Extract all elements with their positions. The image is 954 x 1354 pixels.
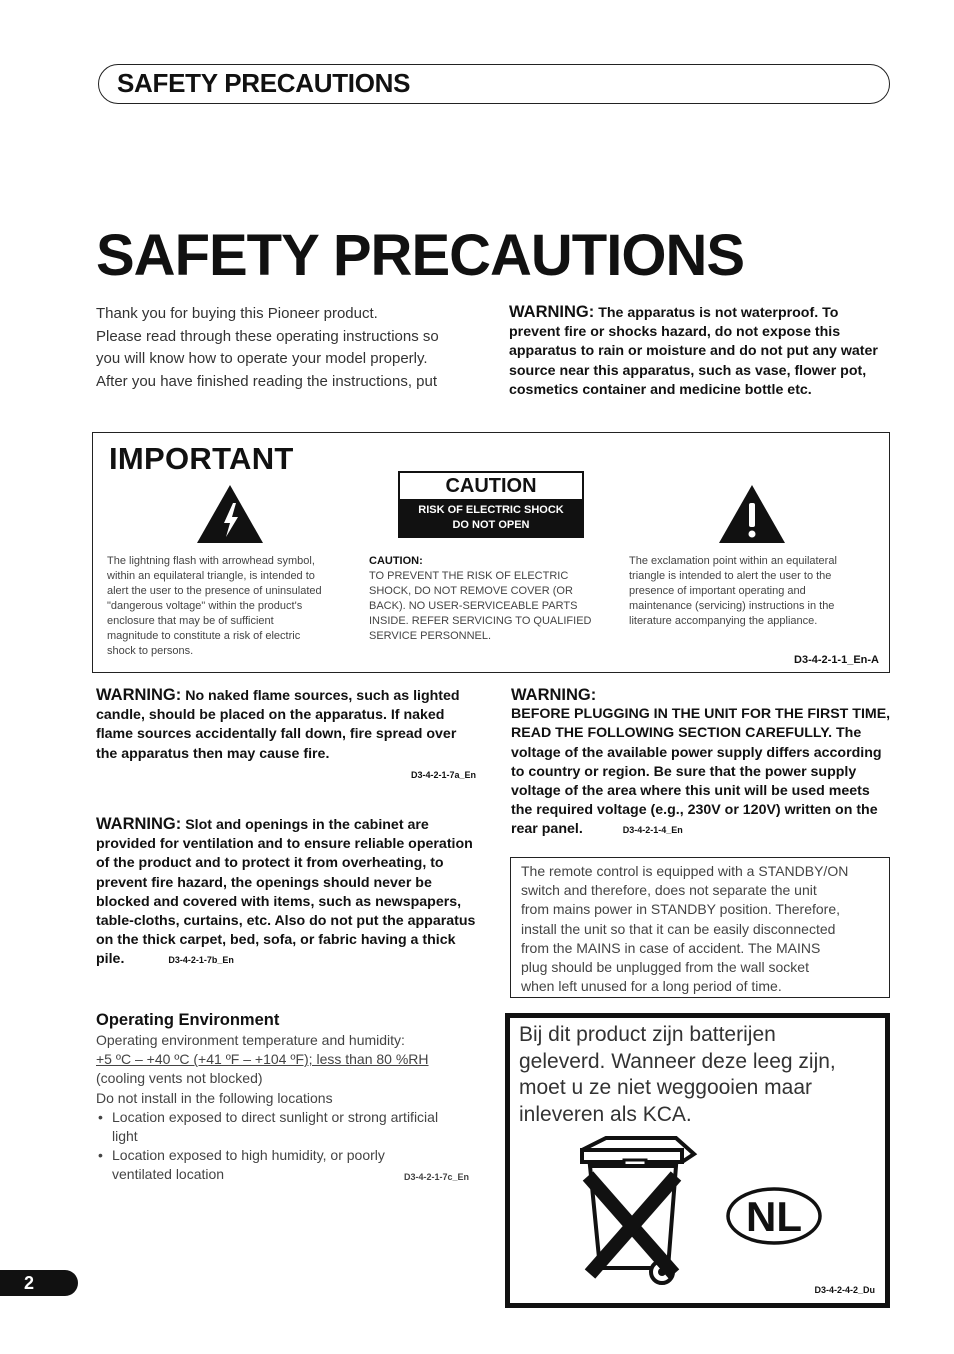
list-item (96, 1146, 476, 1184)
text-line: install the unit so that it can be easily disconnected (521, 920, 836, 937)
intro-line: you will know how to operate your model properly. (96, 350, 428, 368)
text-line: moet u ze niet weggooien maar (519, 1076, 813, 1099)
reference-code: D3-4-2-1-7a_En (410, 769, 476, 780)
important-box (92, 432, 890, 673)
text-line: The lightning flash with arrowhead symbol, (107, 555, 315, 567)
section-title: Operating Environment (96, 1011, 280, 1029)
text-line: triangle is intended to alert the user to the (629, 570, 832, 582)
text-line: when left unused for a long period of time. (521, 978, 782, 995)
important-heading: IMPORTANT (109, 441, 294, 476)
lightning-description (107, 554, 322, 659)
warning-ventilation (96, 815, 476, 971)
text-line: geleverd. Wanneer deze leeg zijn, (519, 1049, 836, 1073)
warning-text: The apparatus is not waterproof. To prevent fire or shocks hazard, do not expose this apparatus to rain or moisture and do not put any water source near this apparatus, such as vase, flower pot, cosmetics container and medicine bottle etc. (509, 305, 878, 398)
header-bar (98, 64, 890, 104)
caution-heading: CAUTION: (369, 555, 423, 567)
warning-text: No naked flame sources, such as lighted candle, should be placed on the apparatus. If naked flame sources accidentally fall down, fire spread over the apparatus then may cause fire. (96, 688, 460, 762)
text-line: plug should be unplugged from the wall socket (521, 959, 809, 976)
text-line: ventilated location (112, 1166, 225, 1183)
warning-label: WARNING: (96, 815, 182, 833)
warning-label: WARNING: (96, 686, 182, 704)
text-line: magnitude to constitute a risk of electric (107, 630, 301, 642)
text-line: Operating environment temperature and humidity: (96, 1032, 405, 1048)
text-line: BACK). NO USER-SERVICEABLE PARTS (369, 600, 578, 612)
caution-description (369, 554, 592, 644)
text-line: literature accompanying the appliance. (629, 615, 818, 627)
text-line: (cooling vents not blocked) (96, 1070, 263, 1087)
text-line: The remote control is equipped with a STANDBY/ON (521, 863, 849, 879)
reference-code: D3-4-2-4-2_Du (814, 1285, 875, 1295)
text-line: Do not install in the following locations (96, 1089, 333, 1106)
text-line: inleveren als KCA. (519, 1102, 692, 1126)
crossed-bin-icon (576, 1136, 706, 1296)
warning-text: BEFORE PLUGGING IN THE UNIT FOR THE FIRST TIME, READ THE FOLLOWING SECTION CAREFULLY. The voltage of the available power supply differs according to country or region. Be sure that the power supply voltage of the area where this unit will be used meets the required voltage (e.g., 230V or 120V) written on the rear panel. (511, 706, 891, 838)
battery-disposal-notice (505, 1013, 890, 1308)
text-line: alert the user to the presence of uninsulated (107, 585, 322, 597)
exclamation-description (629, 554, 837, 629)
text-line: switch and therefore, does not separate the unit (521, 882, 817, 899)
text-line: from the MAINS in case of accident. The MAINS (521, 939, 821, 956)
list-item (96, 1108, 476, 1146)
text-line: "dangerous voltage" within the product's (107, 600, 303, 612)
intro-line: Thank you for buying this Pioneer product. (96, 305, 378, 322)
nl-badge-text: NL (746, 1193, 802, 1240)
warning-power-supply (511, 686, 891, 841)
caution-sub-line: DO NOT OPEN (452, 519, 530, 531)
page-number: 2 (0, 1270, 78, 1296)
intro-text (96, 303, 466, 394)
warning-naked-flame (96, 686, 476, 785)
exclamation-warning-icon (717, 483, 787, 545)
lightning-warning-icon (195, 483, 265, 545)
text-line: SERVICE PERSONNEL. (369, 630, 492, 642)
text-line: within an equilateral triangle, is intended to (107, 570, 315, 582)
caution-sub-line: RISK OF ELECTRIC SHOCK (418, 504, 564, 516)
caution-label (398, 471, 584, 538)
header-title: SAFETY PRECAUTIONS (117, 68, 411, 98)
nl-badge (725, 1186, 823, 1246)
text-line: The exclamation point within an equilateral (629, 555, 837, 567)
text-line: INSIDE. REFER SERVICING TO QUALIFIED (369, 615, 592, 627)
text-line (112, 1165, 476, 1184)
caution-title: CAUTION (400, 473, 582, 499)
text-line: shock to persons. (107, 645, 194, 657)
text-line: • Location exposed to high humidity, or poorly (112, 1147, 385, 1164)
warning-text: Slot and openings in the cabinet are provided for ventilation and to ensure reliable operation of the product and to protect it from overheating, to prevent fire hazard, the openings should never be blocked and covered with items, such as newspapers, table-cloths, curtains, etc. Also do not put the apparatus on the thick carpet, bed, sofa, or fabric having a thick pile. (96, 817, 476, 968)
text-line: Bij dit product zijn batterijen (519, 1023, 776, 1046)
reference-code: D3-4-2-1-1_En-A (794, 654, 879, 666)
text-line: • Location exposed to direct sunlight or strong artificial (112, 1108, 439, 1125)
warning-waterproof (509, 303, 891, 400)
warning-label: WARNING: (511, 686, 597, 704)
reference-code: D3-4-2-1-4_En (622, 825, 683, 836)
text-line: enclosure that may be of sufficient (107, 615, 274, 627)
text-line: TO PREVENT THE RISK OF ELECTRIC (369, 570, 569, 582)
dutch-text (519, 1022, 836, 1128)
reference-code: D3-4-2-1-7c_En (404, 1172, 470, 1183)
text-line: light (112, 1128, 138, 1145)
text-line: SHOCK, DO NOT REMOVE COVER (OR (369, 585, 573, 597)
remote-control-notice (510, 857, 890, 998)
caution-subtitle (400, 499, 582, 536)
text-line: from mains power in STANDBY position. Therefore, (521, 901, 841, 918)
text-line: maintenance (servicing) instructions in the (629, 600, 835, 612)
warning-label: WARNING: (509, 303, 595, 321)
temperature-range: +5 ºC – +40 ºC (+41 ºF – +104 ºF); less than 80 %RH (96, 1051, 429, 1068)
intro-line: Please read through these operating instructions so (96, 327, 439, 345)
page-title: SAFETY PRECAUTIONS (96, 223, 745, 288)
text-line: presence of important operating and (629, 585, 806, 597)
intro-line: After you have finished reading the instructions, put (96, 373, 438, 391)
reference-code: D3-4-2-1-7b_En (168, 955, 234, 966)
operating-environment (96, 1009, 476, 1185)
